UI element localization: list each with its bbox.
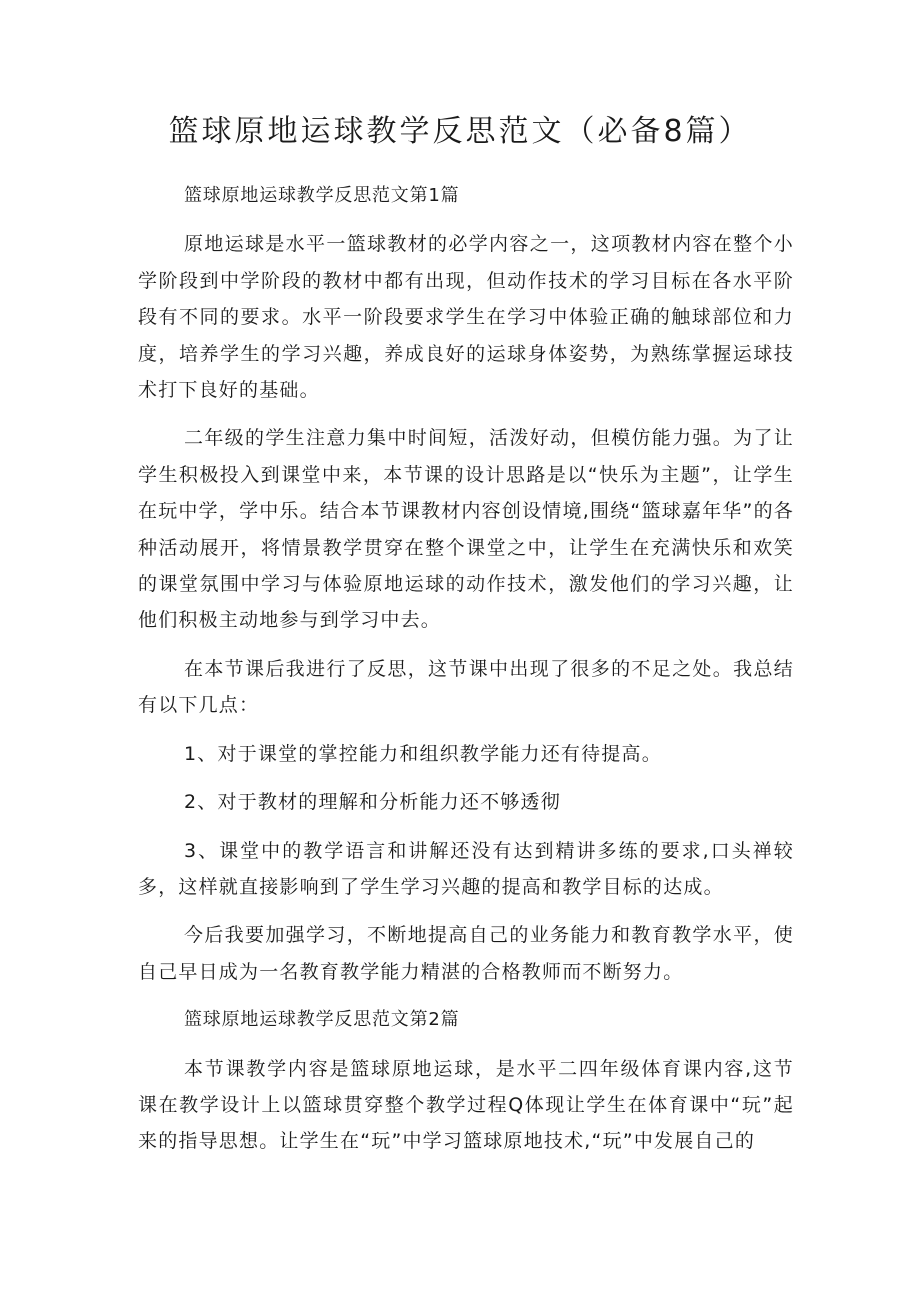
paragraph: 二年级的学生注意力集中时间短，活泼好动，但模仿能力强。为了让学生积极投入到课堂中来，本节课的设计思路是以“快乐为主题”，让学生在玩中学，学中乐。结合本节课教材内容创设情境,围绕“篮球嘉年华”的各种活动展开，将情景教学贯穿在整个课堂之中，让学生在充满快乐和欢笑的课堂氛围中学习与体验原地运球的动作技术，激发他们的学习兴趣，让他们积极主动地参与到学习中去。: [138, 427, 794, 632]
section-heading-2: 篮球原地运球教学反思范文第2篇: [184, 1009, 460, 1031]
list-item: 2、对于教材的理解和分析能力还不够透彻: [184, 791, 561, 814]
paragraph: 本节课教学内容是篮球原地运球，是水平二四年级体育课内容,这节课在教学设计上以篮球贯穿整个教学过程Q体现让学生在体育课中“玩”起来的指导思想。让学生在“玩”中学习篮球原地技术,“玩”中发展自己的: [138, 1057, 794, 1153]
list-item: 1、对于课堂的掌控能力和组织教学能力还有待提高。: [184, 742, 662, 765]
document-title: 篮球原地运球教学反思范文（必备8篇）: [168, 114, 752, 149]
document-body: [138, 178, 794, 1172]
section-heading-1: 篮球原地运球教学反思范文第1篇: [184, 185, 460, 206]
paragraph: 今后我要加强学习，不断地提高自己的业务能力和教育教学水平，使自己早日成为一名教育教学能力精湛的合格教师而不断努力。: [138, 924, 794, 983]
paragraph: 原地运球是水平一篮球教材的必学内容之一，这项教材内容在整个小学阶段到中学阶段的教材中都有出现，但动作技术的学习目标在各水平阶段有不同的要求。水平一阶段要求学生在学习中体验正确的触球部位和力度，培养学生的学习兴趣，养成良好的运球身体姿势，为熟练掌握运球技术打下良好的基础。: [138, 233, 794, 402]
paragraph: 在本节课后我进行了反思，这节课中出现了很多的不足之处。我总结有以下几点：: [138, 657, 794, 717]
list-item: 3、课堂中的教学语言和讲解还没有达到精讲多练的要求,口头禅较多，这样就直接影响到了学生学习兴趣的提高和教学目标的达成。: [138, 839, 794, 898]
